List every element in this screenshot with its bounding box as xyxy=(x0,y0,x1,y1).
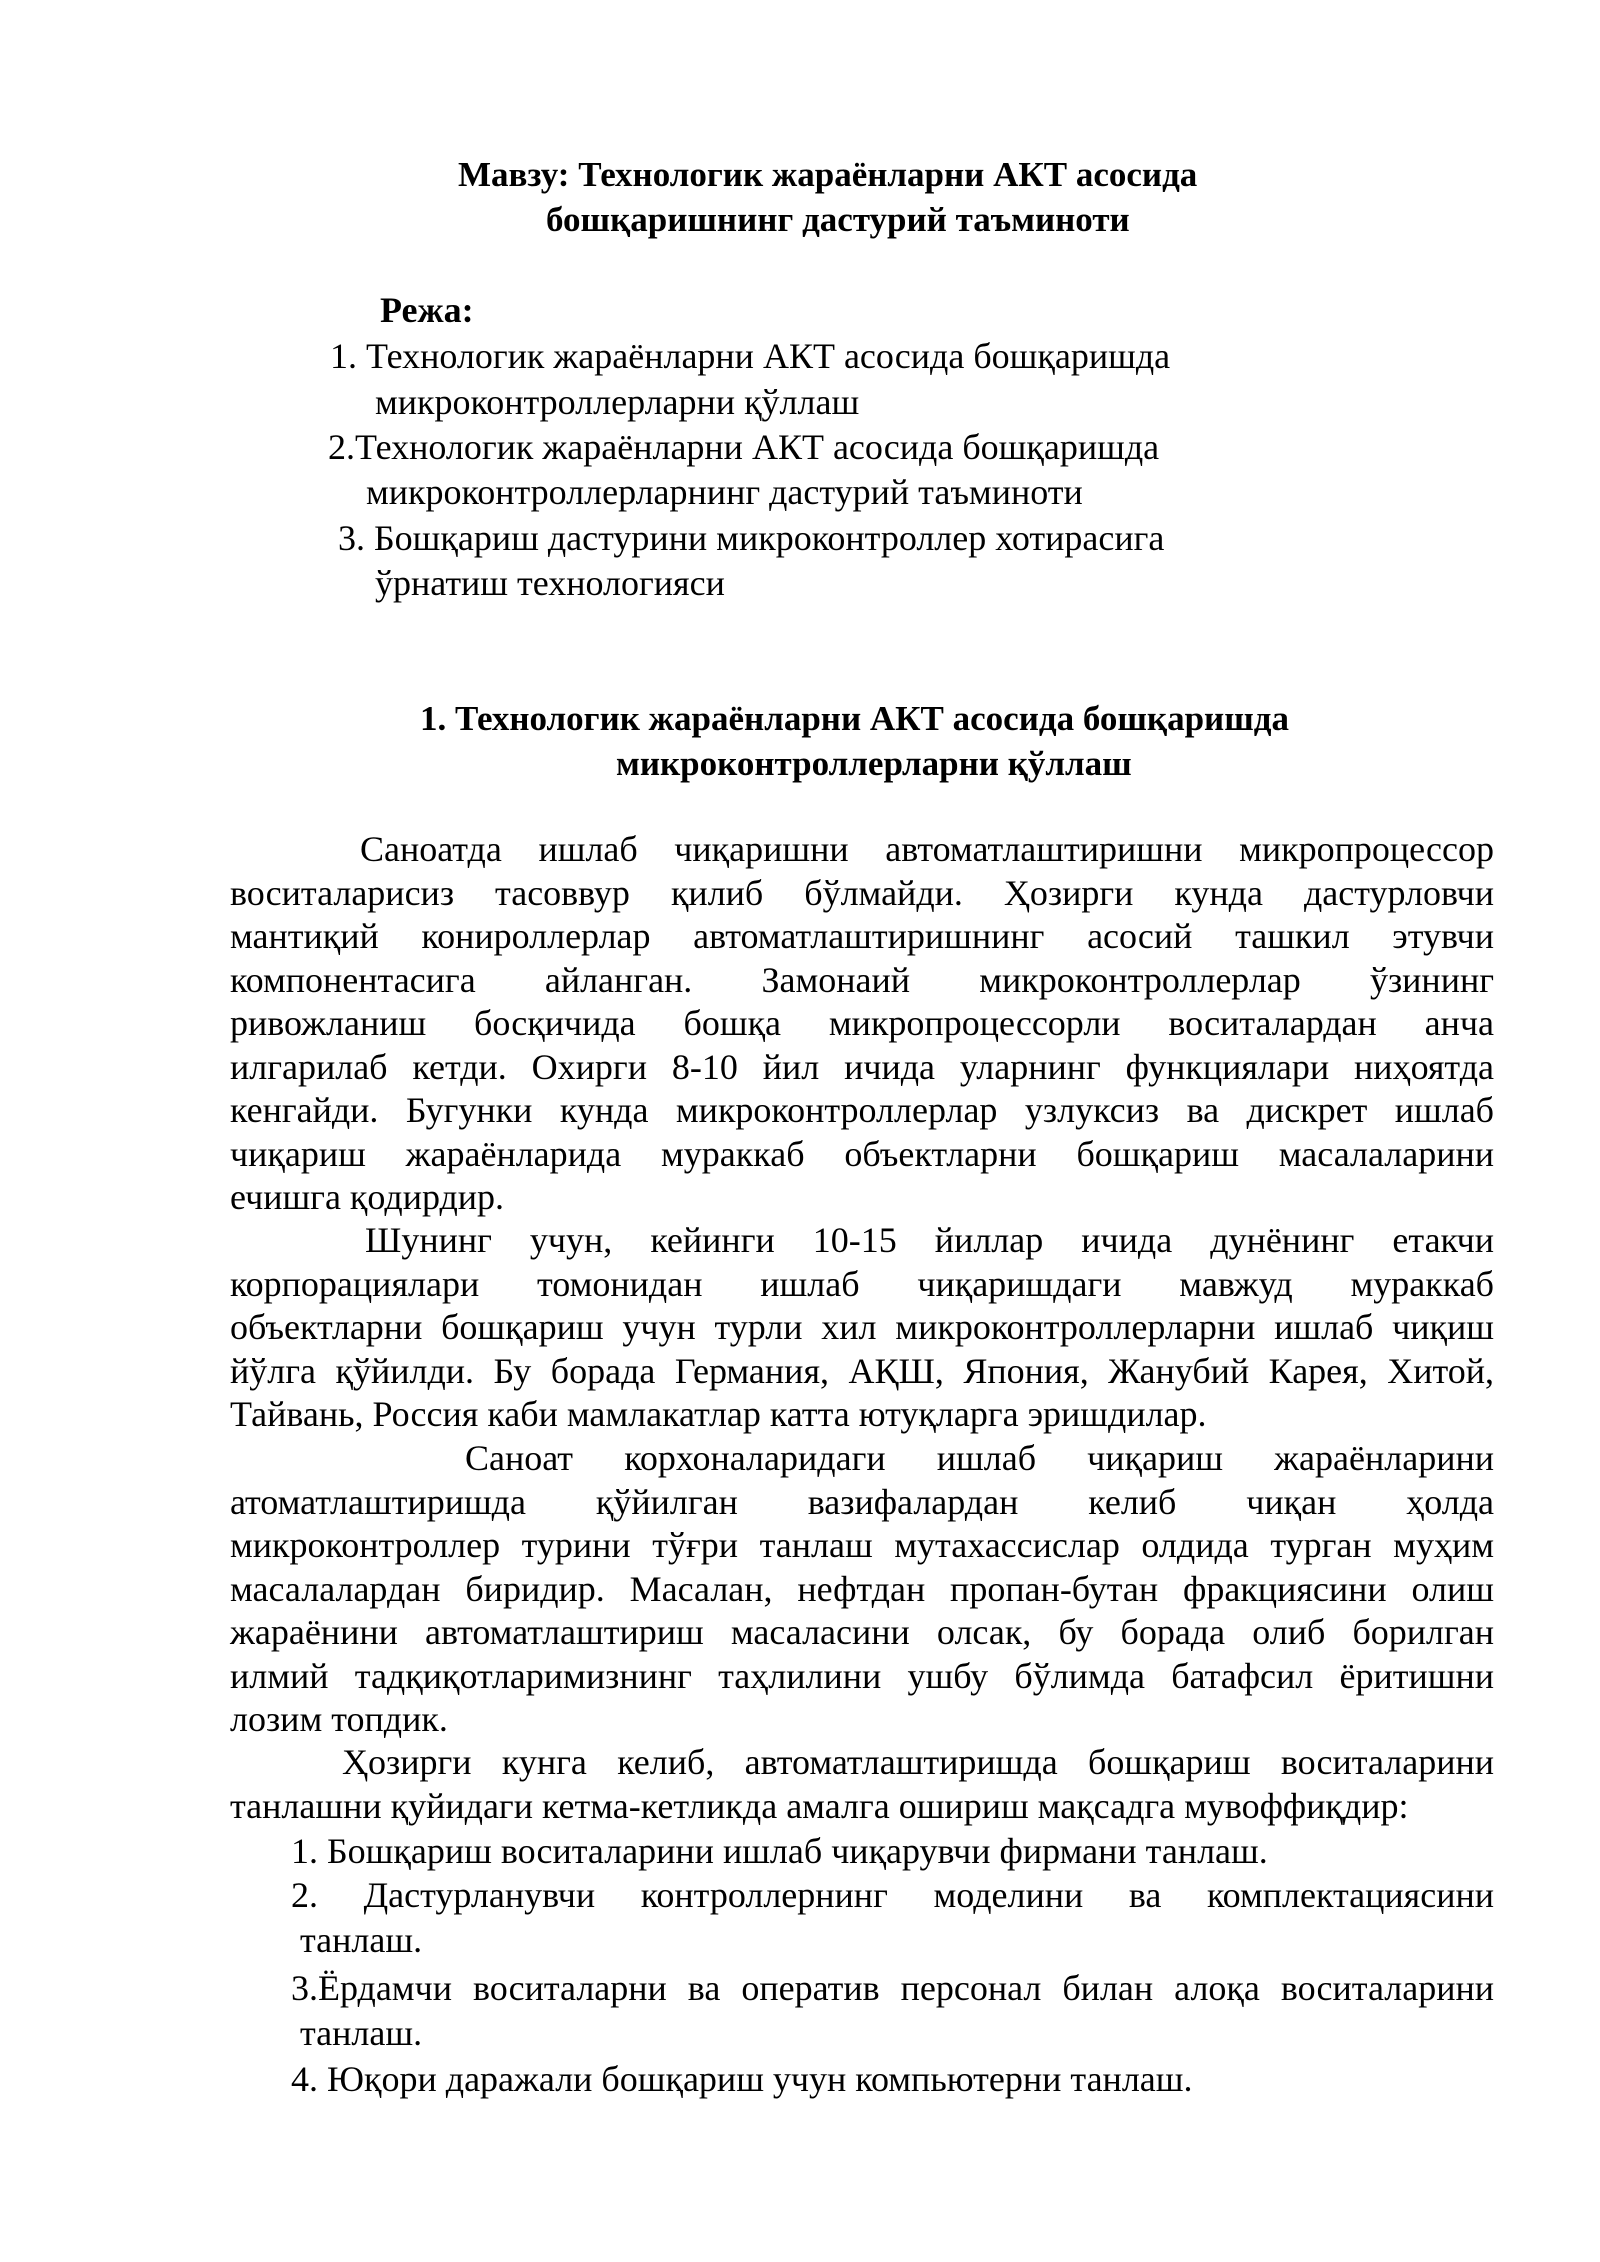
plan-item-1-line-1: 1. Технологик жараёнларни АКТ асосида бошқаришда xyxy=(330,336,1171,376)
paragraph-1-line: кенгайди. Бугунки кунда микроконтроллерлар узлуксиз ва дискрет ишлаб xyxy=(230,1090,1494,1130)
paragraph-2-line: корпорациялари томонидан ишлаб чиқаришдаги мавжуд мураккаб xyxy=(230,1263,1494,1304)
document-title-line-2: бошқаришнинг дастурий таъминоти xyxy=(546,200,1130,239)
paragraph-1-line: илгарилаб кетди. Охирги 8-10 йил ичида уларнинг функциялари ниҳоятда xyxy=(230,1046,1494,1087)
paragraph-1 xyxy=(230,828,1494,1220)
paragraph-1-line: компонентасига айланган. Замонаий микроконтроллерлар ўзининг xyxy=(230,959,1494,1000)
paragraph-2 xyxy=(230,1219,1494,1437)
paragraph-4 xyxy=(230,1741,1494,1828)
document-title-line-1: Мавзу: Технологик жараёнларни АКТ асосида xyxy=(458,155,1198,194)
plan-item-3-line-2: ўрнатиш технологияси xyxy=(375,563,725,603)
paragraph-2-line: объектларни бошқариш учун турли хил микроконтроллерларни ишлаб чиқиш xyxy=(230,1307,1494,1347)
paragraph-3 xyxy=(230,1437,1494,1742)
step-2-line-2: танлаш. xyxy=(300,1920,423,1960)
paragraph-1-line: Саноатда ишлаб чиқаришни автоматлаштиришни микропроцессор xyxy=(360,829,1494,869)
step-3-line-2: танлаш. xyxy=(300,2013,423,2053)
step-3 xyxy=(291,1966,1494,2010)
plan-item-2-line-1: 2.Технологик жараёнларни АКТ асосида бошқаришда xyxy=(328,427,1160,467)
paragraph-1-line: ечишга қодирдир. xyxy=(230,1177,505,1217)
step-2 xyxy=(291,1873,1494,1917)
paragraph-2-line: Шунинг учун, кейинги 10-15 йиллар ичида дунёнинг етакчи xyxy=(365,1220,1494,1260)
paragraph-4-line: Ҳозирги кунга келиб, автоматлаштиришда бошқариш воситаларини xyxy=(342,1742,1494,1782)
paragraph-3-line: лозим топдик. xyxy=(230,1699,448,1739)
paragraph-3-line: Саноат корхоналаридаги ишлаб чиқариш жараёнларини xyxy=(465,1438,1494,1478)
paragraph-1-line: мантиқий конироллерлар автоматлаштиришнинг асосий ташкил этувчи xyxy=(230,916,1494,956)
paragraph-3-line: жараёнини автоматлаштириш масаласини олсак, бу борада олиб борилган xyxy=(230,1612,1494,1652)
step-1: 1. Бошқариш воситаларини ишлаб чиқарувчи фирмани танлаш. xyxy=(291,1831,1268,1871)
paragraph-3-line: масалалардан биридир. Масалан, нефтдан пропан-бутан фракциясини олиш xyxy=(230,1568,1494,1609)
step-3-line-1: 3.Ёрдамчи воситаларни ва оператив персонал билан алоқа воситаларини xyxy=(291,1968,1494,2008)
section-1-heading-line-2: микроконтроллерларни қўллаш xyxy=(616,744,1132,783)
paragraph-1-line: ривожланиш босқичида бошқа микропроцессорли воситалардан анча xyxy=(230,1003,1494,1043)
plan-item-2-line-2: микроконтроллерларнинг дастурий таъминоти xyxy=(366,472,1083,512)
step-4: 4. Юқори даражали бошқариш учун компьютерни танлаш. xyxy=(291,2059,1193,2099)
plan-heading: Режа: xyxy=(380,290,474,330)
step-2-line-1: 2. Дастурланувчи контроллернинг моделини ва комплектациясини xyxy=(291,1875,1494,1915)
paragraph-2-line: Тайвань, Россия каби мамлакатлар катта ютуқларга эришдилар. xyxy=(230,1394,1207,1434)
plan-item-1-line-2: микроконтроллерларни қўллаш xyxy=(375,382,860,422)
paragraph-3-line: илмий тадқиқотларимизнинг таҳлилини ушбу бўлимда батафсил ёритишни xyxy=(230,1655,1494,1696)
paragraph-1-line: воситаларисиз тасоввур қилиб бўлмайди. Ҳозирги кунда дастурловчи xyxy=(230,872,1494,913)
paragraph-2-line: йўлга қўйилди. Бу борада Германия, АҚШ, Япония, Жанубий Карея, Хитой, xyxy=(230,1350,1494,1391)
paragraph-3-line: атоматлаштиришда қўйилган вазифалардан келиб чиқан ҳолда xyxy=(230,1481,1494,1522)
paragraph-1-line: чиқариш жараёнларида мураккаб объектларни бошқариш масалаларини xyxy=(230,1133,1494,1174)
paragraph-4-line: танлашни қуйидаги кетма-кетликда амалга ошириш мақсадга мувоффиқдир: xyxy=(230,1785,1409,1826)
section-1-heading-line-1: 1. Технологик жараёнларни АКТ асосида бошқаришда xyxy=(420,699,1289,738)
paragraph-3-line: микроконтроллер турини тўғри танлаш мутахассислар олдида турган муҳим xyxy=(230,1525,1494,1565)
plan-item-3-line-1: 3. Бошқариш дастурини микроконтроллер хотирасига xyxy=(338,518,1165,558)
